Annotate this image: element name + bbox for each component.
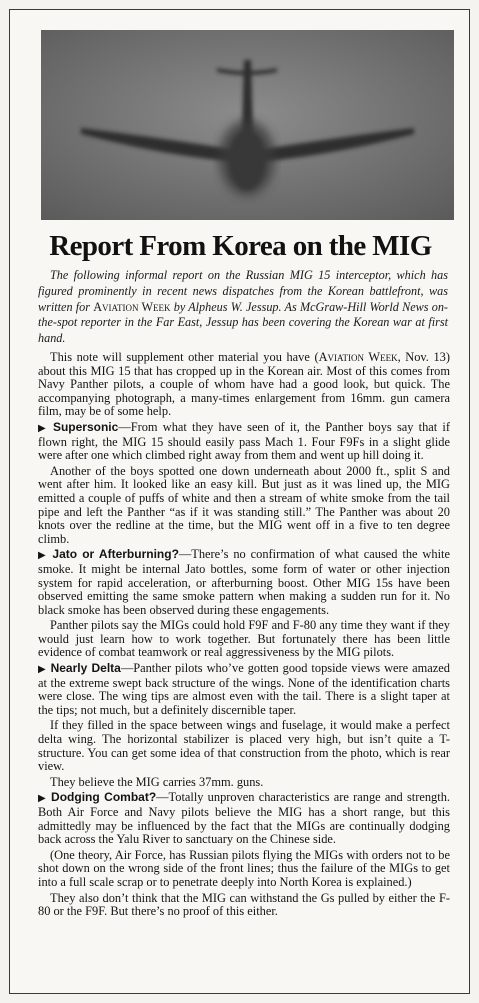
section-marker-icon: ▶ (38, 550, 48, 562)
section-nearly-delta (38, 662, 450, 717)
p1-publication-name: Aviation Week (318, 350, 398, 364)
section-text: —There’s no confirmation of what caused the white smoke. It might be internal Jato bottles, some form of water or other injection system for rapid acceleration, or afterburning boost. Other MIG 15s have been observed emitting the same smoke pattern when making a sudden run for it. No black smoke has been observed during these engagements. (38, 547, 450, 617)
section-text: —Panther pilots who’ve gotten good topside views were amazed at the extreme swept back structure of the wings. None of the identification charts were close. The wing tips are almost even with the tail. There is a slight taper at the tips; not much, but a definitely discernible taper. (38, 661, 450, 717)
intro-text-2: by Alpheus W. Jessup. As McGraw-Hill World News on-the-spot reporter in the Far East, Jessup has been covering the Korean war at first hand. (38, 299, 448, 346)
jet-aircraft-image (41, 30, 454, 220)
section-dodging-combat (38, 791, 450, 846)
article-frame (9, 9, 470, 994)
section-supersonic (38, 421, 450, 463)
section-heading: Dodging Combat? (51, 790, 157, 805)
article-intro (38, 268, 448, 347)
section-text: —From what they have seen of it, the Panther boys say that if flown right, the MIG 15 should easily pass Mach 1. Four F9Fs in a slight glide were after one which climbed right away from them and went up hill doing it. (38, 419, 450, 463)
paragraph-one-theory: (One theory, Air Force, has Russian pilots flying the MIGs with orders not to be shot down on the wrong side of the front lines; thus the failure of the MIGs to get into a full scale scrap or to penetrate deeply into North Korea is explained.) (38, 847, 450, 889)
section-text: —Totally unproven characteristics are range and strength. Both Air Force and Navy pilots believe the MIG has a short range, but this admittedly may be influenced by the fact that the MIGs are continually dodging back across the Yalu River to sanctuary on the Chinese side. (38, 790, 450, 847)
paragraph-delta-wing: If they filled in the space between wings and fuselage, it would make a perfect delta wing. The horizontal stabilizer is placed very high, but isn’t quite a T-structure. You can get some idea of that construction from the photo, which is rear view. (38, 718, 450, 774)
article-title: Report From Korea on the MIG (49, 230, 432, 262)
paragraph-panther-pilots: Panther pilots say the MIGs could hold F9F and F-80 any time they want if they would just learn how to work together. But fortunately there has been little evidence of combat teamwork or real aggressiveness by the MIG pilots. (38, 618, 450, 660)
section-heading: Supersonic (52, 419, 119, 434)
section-heading: Jato or Afterburning? (52, 547, 179, 562)
paragraph-g-forces: They also don’t think that the MIG can withstand the Gs pulled by either the F-80 or the F9F. But there’s no proof of this either. (38, 890, 450, 919)
paragraph-1 (38, 351, 450, 419)
article-body (38, 351, 450, 921)
intro-publication-name: Aviation Week (93, 299, 171, 314)
section-marker-icon: ▶ (38, 664, 47, 676)
section-marker-icon: ▶ (38, 422, 48, 434)
section-marker-icon: ▶ (38, 793, 47, 805)
intro-text-1: The following informal report on the Russian MIG 15 interceptor, which has figured prominently in recent news dispatches from the Korean battlefront, was written for (38, 268, 448, 314)
paragraph-split-s: Another of the boys spotted one down underneath about 2000 ft., split S and went after him. It looked like an easy kill. But just as it was lined up, the MIG emitted a couple of puffs of white and then a stream of white smoke from the tail pipe and left the Panther “as if it was standing still.” The Panther was about 20 knots over the redline at the time, but the MIG went off in a five to ten degree climb. (38, 463, 450, 546)
section-heading: Nearly Delta (50, 661, 121, 676)
p1-text-b: , Nov. 13) about this MIG 15 that has cropped up in the Korean air. Most of this comes from Navy Panther pilots, a couple of whom have had a good look, but quick. The accompanying photograph, a many-times enlargement from 16mm. gun camera film, may be of some help. (38, 350, 450, 419)
p1-text-a: This note will supplement other material you have ( (50, 350, 319, 364)
mig-gun-camera-photo (41, 30, 454, 220)
paragraph-guns: They believe the MIG carries 37mm. guns. (50, 774, 264, 789)
section-jato (38, 548, 450, 617)
